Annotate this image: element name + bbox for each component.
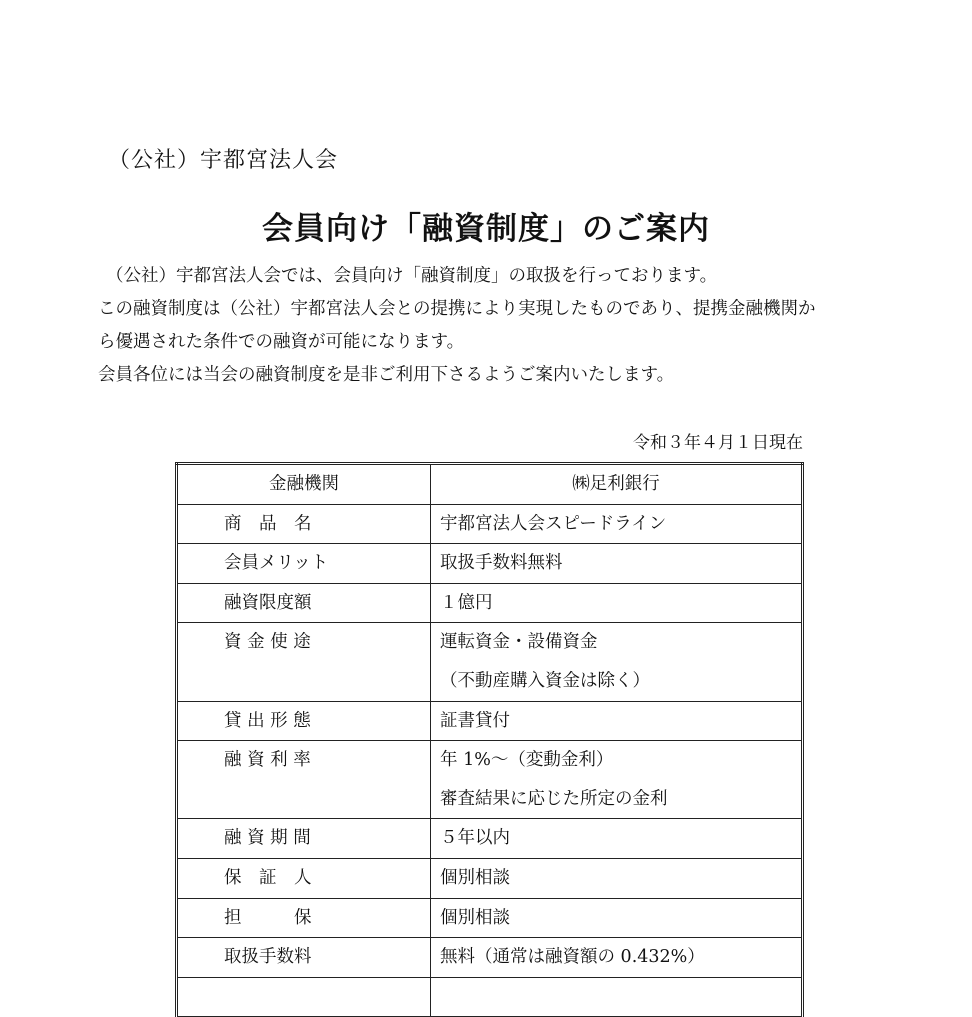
row-value: 無料（通常は融資額の 0.432%） (440, 947, 705, 968)
row-key-loan-term: 融 資 期 間 (224, 828, 311, 849)
row-value: 宇都宮法人会スピードライン (440, 513, 667, 534)
table-row (177, 623, 803, 701)
table-row (177, 701, 803, 741)
row-value: １億円 (440, 592, 493, 613)
row-key-guarantor: 保 証 人 (224, 867, 312, 888)
organization-name: （公社）宇都宮法人会 (108, 148, 339, 173)
document-title: 会員向け「融資制度」のご案内 (262, 211, 710, 247)
table-row-partial (177, 977, 803, 1017)
table-row (177, 544, 803, 584)
row-value: 個別相談 (440, 867, 510, 888)
row-key-member-merit: 会員メリット (224, 553, 329, 574)
table-row (177, 583, 803, 623)
row-key-handling-fee: 取扱手数料 (224, 947, 312, 968)
table-row (177, 741, 803, 819)
intro-paragraph (98, 260, 898, 392)
row-value: 年 1%～（変動金利） (440, 750, 614, 771)
row-value: 証書貸付 (440, 710, 510, 731)
row-value: 取扱手数料無料 (440, 553, 563, 574)
row-value-note: （不動産購入資金は除く） (440, 670, 650, 691)
table-row (177, 504, 803, 544)
row-key-collateral: 担 保 (224, 907, 312, 928)
intro-line: この融資制度は（公社）宇都宮法人会との提携により実現したものであり、提携金融機関か (98, 299, 816, 319)
row-key-loan-limit: 融資限度額 (224, 592, 312, 613)
table-row (177, 938, 803, 978)
bank-name: ㈱足利銀行 (572, 474, 660, 494)
row-value: ５年以内 (440, 828, 510, 849)
header-value-cell (431, 464, 803, 505)
table-row (177, 819, 803, 859)
row-value: 個別相談 (440, 907, 510, 928)
row-key-loan-form: 貸 出 形 態 (224, 710, 311, 731)
row-value-note: 審査結果に応じた所定の金利 (440, 788, 668, 809)
row-value: 運転資金・設備資金 (440, 632, 598, 653)
row-key-product-name: 商 品 名 (224, 513, 312, 534)
as-of-date: 令和３年４月１日現在 (633, 433, 803, 453)
header-key-cell (177, 464, 431, 505)
intro-line: ら優遇された条件での融資が可能になります。 (98, 332, 465, 352)
row-key-interest-rate: 融 資 利 率 (224, 750, 311, 771)
intro-line: 会員各位には当会の融資制度を是非ご利用下さるようご案内いたします。 (98, 365, 675, 385)
table-row (177, 858, 803, 898)
row-key-fund-use: 資 金 使 途 (224, 632, 311, 653)
loan-terms-table (175, 462, 804, 1017)
table-row (177, 898, 803, 938)
intro-line: （公社）宇都宮法人会では、会員向け「融資制度」の取扱を行っております。 (106, 266, 718, 286)
header-key: 金融機関 (269, 474, 339, 494)
table-header-row (177, 464, 803, 505)
